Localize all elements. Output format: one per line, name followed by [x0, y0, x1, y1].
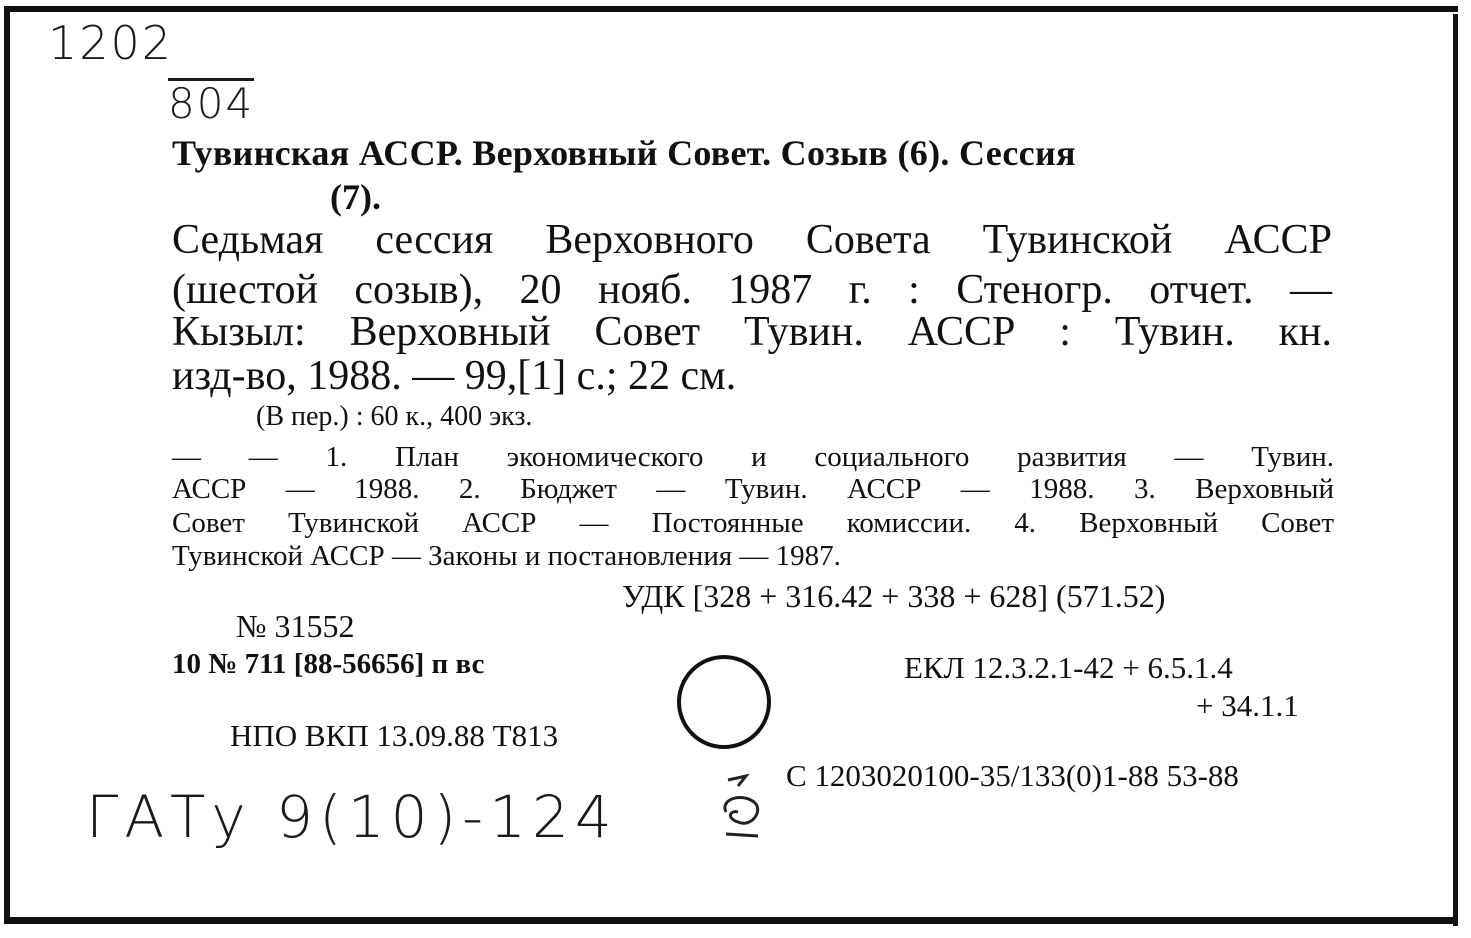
heading-line-2: (7).	[330, 177, 381, 217]
handwritten-mark-icon	[718, 772, 772, 842]
subject-line-2: АССР — 1988. 2. Бюджет — Тувин. АССР — 1988. 3. Верховный	[172, 473, 1334, 505]
binding-price: (В пер.) : 60 к., 400 экз.	[256, 401, 533, 432]
order-number: 10 № 711 [88-56656] п вс	[172, 648, 485, 680]
description-line-4: изд-во, 1988. — 99,[1] с.; 22 см.	[172, 353, 737, 399]
card-number: № 31552	[236, 608, 355, 644]
handwritten-call-number: ГАТу 9(10)-124	[86, 783, 618, 851]
heading-line-1: Тувинская АССР. Верховный Совет. Созыв (6). Сессия	[172, 133, 1076, 173]
description-line-2: (шестой созыв), 20 нояб. 1987 г. : Стеногр. отчет. —	[172, 267, 1332, 313]
index-code: С 1203020100-35/133(0)1-88 53-88	[786, 758, 1239, 793]
ekl-line-2: + 34.1.1	[1196, 688, 1299, 723]
description-line-1: Седьмая сессия Верховного Совета Тувинской АССР	[172, 217, 1332, 263]
shelf-mark-top: 1202	[48, 16, 174, 70]
subject-line-4: Тувинской АССР — Законы и постановления — 1987.	[172, 540, 841, 572]
circle-stamp	[677, 655, 771, 749]
udk-classification: УДК [328 + 316.42 + 338 + 628] (571.52)	[622, 578, 1166, 614]
printer-imprint: НПО ВКП 13.09.88 Т813	[230, 718, 559, 753]
ekl-line-1: ЕКЛ 12.3.2.1-42 + 6.5.1.4	[904, 650, 1233, 685]
card-right-edge	[1453, 14, 1458, 926]
description-line-3: Кызыл: Верховный Совет Тувин. АССР : Тувин. кн.	[172, 309, 1332, 355]
subject-line-1: — — 1. План экономического и социального развития — Тувин.	[172, 441, 1334, 473]
shelf-mark-bottom: 804	[168, 79, 255, 128]
subject-line-3: Совет Тувинской АССР — Постоянные комиссии. 4. Верховный Совет	[172, 507, 1334, 539]
